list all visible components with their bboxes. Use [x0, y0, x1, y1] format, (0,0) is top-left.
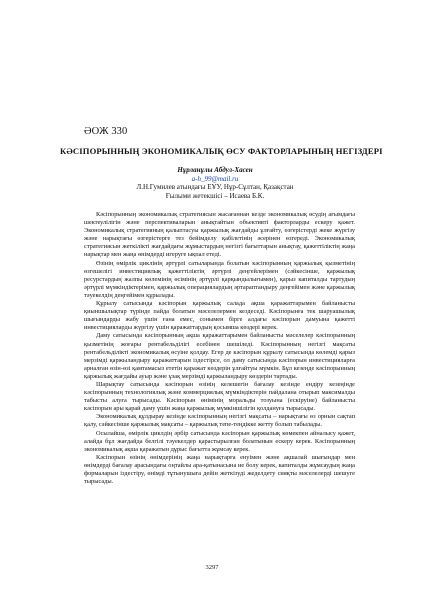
- supervisor: Ғылыми жетекшісі – Исаева Б.К.: [165, 191, 265, 200]
- paragraph: Өзінің өмірлік циклінің әртүрлі сатыларында болатын кәсіпорынның қаржылық қызметінің өзгешелігі инвестициялық қажеттіліктің әртүрлі деңгейлерімен (сәйкесінше, қаржылық ресурстардың жалпы көлемінің өсімінің әртүрлі қарқындылығымен), қарыз капиталды тартудың әртүрлі мүмкіндіктерімен, қаржылық операциялардың әртараптандыру деңгейімен және қаржылық тәуекелдің деңгейімен құрылады.: [84, 259, 355, 299]
- paragraph: Осылайша, өмірлік циклдің әрбір сатысында кәсіпорын қаржылық көмекпен айналысу қажет, алайда бұл жағдайда белгілі тәуекелдер қарастырылған болатынын ескеру керек. Кәсіпорынның экономикалық ақша қаражатын дұрыс бағытта жұмсау керек.: [84, 429, 355, 453]
- udc-code: ӘОЖ 330: [84, 126, 128, 137]
- paragraph: Құрылу сатысында кәсіпорын қаржылық салада ақша қаражаттарымен байланысты қиыншылықтар түрінде пайда болатын мәселелермен кездеседі. Кәсіпорынға тек шаруашылық шығындарды жабу үшін ғана емес, сонымен бірге алдағы кәсіпорын дамуына қажетті инвестицияларды жүргізу үшін қаражаттардың қосымша көздері керек.: [84, 300, 355, 332]
- paragraph: Экономикалық құлдырау кезінде кәсіпорынның негізгі мақсаты – нарықтағы өз орнын сақтап қалу, сәйкесінше қаржылық мақсаты – қаржылық тепе-теңдікке жетту болып табылады.: [84, 413, 355, 429]
- paragraph: Кәсіпорынның экономикалық стратегиясын жасағаннан кезде экономикалық өсудің ағымдағы шектеулілігін және перспективаларын анықтайтын объективті факторларды ескеру қажет. Экономикалық стратегияның қалыптасуы қаржылық жағдайды ұлғайту, өзгерістерді жеке жүргізу және нарықтағы өзгерістерге тез бейімделу қабілетінің әсерінен өзгереді. Экономикалық стратегиясын жеткілікті жағдайдағы жұмыстардың негізгі бағыттарын анықтау, қажеттіліктің жаңа нарықтар мен жаңа өнімдерді игеруге ықпал етеді.: [84, 211, 355, 259]
- author-block: [60, 166, 370, 200]
- author-name: Нұрланұлы Абдул-Хасен: [177, 166, 253, 174]
- article-title: КӘСІПОРЫННЫҢ ЭКОНОМИКАЛЫҚ ӨСУ ФАКТОРЛАРЫНЫҢ НЕГІЗДЕРІ: [60, 146, 383, 156]
- paragraph: Шарықтау сатысында кәсіпорын өзінің келешегін бағалау кезінде ендіру кезеңінде кәсіпорынның технологиялық және коммерциялық мүмкіндіктерін пайдалана отырып максималды табысты алуға тырысады. Кәсіпорын өнімінің моральды тозуына (ескіруіне) байланысты кәсіпорын ары қарай даму үшін жаңа қаржылық мүмкіншілігін қолдануға тырысады.: [84, 380, 355, 413]
- author-affiliation: Л.Н.Гумилев атындағы ЕҰУ, Нұр-Сұлтан, Қазақстан: [136, 183, 294, 192]
- paragraph: Кәсіпорын өзінің өнімдерінің жаңа нарықтарға енуімен және ақшалай шығындар мен өнімдерді бағалау арасындағы оңтайлы ара-қатынасына ие болу керек, капиталды жұмсаудың жаңа формаларын іздестіру, өнімді тұтынушыға дейін жеткізуді жеделдету сияқты мәселелерді шешуге тырысады.: [84, 453, 355, 486]
- author-email[interactable]: a-h_99@mail.ru: [191, 174, 239, 183]
- page-number: 3297: [205, 564, 219, 571]
- article-body: [84, 211, 355, 486]
- paragraph: Даму сатысында кәсіпорынның ақша қаражаттарымен байланысты мәселелер кәсіпорынның қызметінің жоғары рентабельділігі есебінен шешіледі. Кәсіпорынның негізгі мақсаты рентабельділікті экономикалық өсуіне қолдау. Егер де кәсіпорын құрылу сатысында көлемді қарыз мерзімді қаржыландыру қаражаттарын іздестірсе, ол даму сатысында кәсіпорын инвестицияларға арналған өзін-өзі қамтамасыз ететін қаражат көздерін ұлғайтуы мүмкін. Бұл кезеңде кәсіпорынның қаржылық жағдайы ауыр және ұзақ мерзімді қаржыландыру көздерін тартады.: [84, 332, 355, 380]
